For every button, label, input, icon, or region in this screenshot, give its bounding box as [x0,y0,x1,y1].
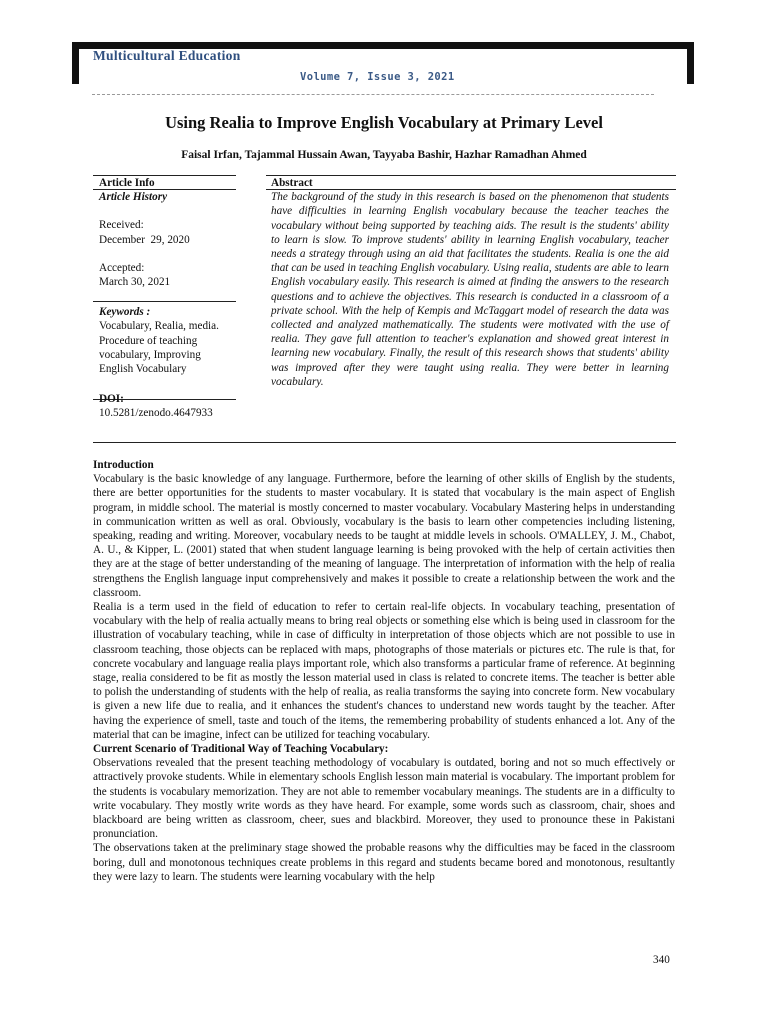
abstract-text: The background of the study in this research is based on the phenomenon that students have difficulties in learning English vocabulary because the teacher teaches the vocabulary without being supported by teaching aids. The result is the students' ability to learn is slow. To improve students' ability in learning English vocabulary, teacher needs a strategy through using an aid that facilitates the students. Realia is one the aid that can be used in teaching English vocabulary. Using realia, students are able to learn English vocabulary easily. This research is aimed at finding the answers to the research questions and to achieve the objectives. This research is conducted in a classroom of a private school. With the help of Kempis and McTaggart model of research the data was collected and analyzed mathematically. The students were motivated with the use of realia. They gave full attention to teacher's explanation and showed great interest in learning new vocabulary. Finally, the result of this research shows that students' ability was improved after they were taught using realia. They were better in learning vocabulary. [271,191,669,388]
info-bottom-rule [93,442,676,443]
keywords-text: Vocabulary, Realia, media. Procedure of teaching vocabulary, Improving English Vocabulary [99,320,219,376]
paper-authors: Faisal Irfan, Tajammal Hussain Awan, Tayyaba Bashir, Hazhar Ramadhan Ahmed [181,149,587,161]
doi-value: 10.5281/zenodo.4647933 [99,407,213,420]
header-frame-right [687,42,694,84]
header-divider [92,94,654,95]
keywords-label: Keywords : [99,306,151,319]
journal-name: Multicultural Education [93,48,241,63]
introduction-paragraph-1: Vocabulary is the basic knowledge of any language. Furthermore, before the learning of other skills of English by the students, there are better opportunities for the students to master vocabulary. It is stated that vocabulary is the main aspect of English program, in middle school. The material is mostly concerned to master vocabulary. Vocabulary Mastering helps in understanding in communication written as well as oral. Obviously, vocabulary is the basis to learn other competencies including listening, speaking, reading and writing. Moreover, vocabulary needs to be taught at middle levels in schools. O'MALLEY, J. M., Chabot, A. U., & Kipper, L. (2001) stated that when student language learning is being provoked with the help of certain activities then they are at the stage of better understanding of the meaning of language. The interpretation of information with the help of realia strengthens the English language input comprehensively and makes it possible to create a relationship between the work and the classroom. [93,473,675,599]
abstract [271,176,669,389]
article-history-label: Article History [99,191,168,204]
article-info [99,176,239,421]
received-date: December 29, 2020 [99,233,190,246]
received-label: Received: [99,219,144,232]
paper-title: Using Realia to Improve English Vocabulary at Primary Level [165,113,603,132]
doi-label: DOI: [99,393,124,406]
introduction-paragraph-2: Realia is a term used in the field of education to refer to certain real-life objects. In vocabulary teaching, presentation of vocabulary with the help of realia actually means to bring real objects or something else which is being used in classroom for the illustration of vocabulary teaching, while in case of difficulty in interpretation of those objects which are not possible to use in classroom teaching, those objects can be replaced with maps, photographs of those materials or pictures etc. The rule is that, for concrete vocabulary and language realia plays important role, which also transforms a particular frame of reference. At beginning stage, realia considered to be fit as mostly the lesson material used in class is related to concrete items. The teacher is better able to polish the understanding of students with the help of realia, as realia transforms the saying into concrete form. New vocabulary is given a new life due to realia, and it enhances the student's chances to understand new words taught by the teacher. After having the experience of smell, taste and touch of the items, the remembering probability of students enhanced a lot. Any of the material that can be imagine, infect can be utilized for teaching vocabulary. [93,601,675,741]
current-scenario-heading: Current Scenario of Traditional Way of Teaching Vocabulary: [93,743,389,756]
page-number: 340 [653,954,670,966]
article-info-heading: Article Info [99,177,155,189]
introduction-heading: Introduction [93,459,154,471]
current-scenario-paragraph-2: The observations taken at the preliminary stage showed the probable reasons why the difficulties may be faced in the classroom boring, dull and monotonous techniques create problems in this regard and students became bored and monotonous, resultantly they were lazy to learn. The students were learning vocabulary with the help [93,842,675,883]
header-frame-left [72,42,79,84]
article-body [93,458,675,884]
accepted-label: Accepted: [99,261,145,274]
journal-issue: Volume 7, Issue 3, 2021 [300,71,455,83]
current-scenario-paragraph-1: Observations revealed that the present teaching methodology of vocabulary is outdated, boring and not so much effectively or attractively provoke students. While in elementary schools English lesson main material is vocabulary. The important problem for the students is vocabulary memorization. They are not able to remember vocabulary meanings. The students are in a difficulty to write vocabulary. They mostly write words as they have heard. For example, some words such as classroom, chair, shoes and blackboard are being written as classroom, cheer, sues and blackbird. Moreover, they used to pronounce these in Pakistani pronunciation. [93,757,675,841]
accepted-date: March 30, 2021 [99,276,171,289]
abstract-heading: Abstract [271,177,313,189]
